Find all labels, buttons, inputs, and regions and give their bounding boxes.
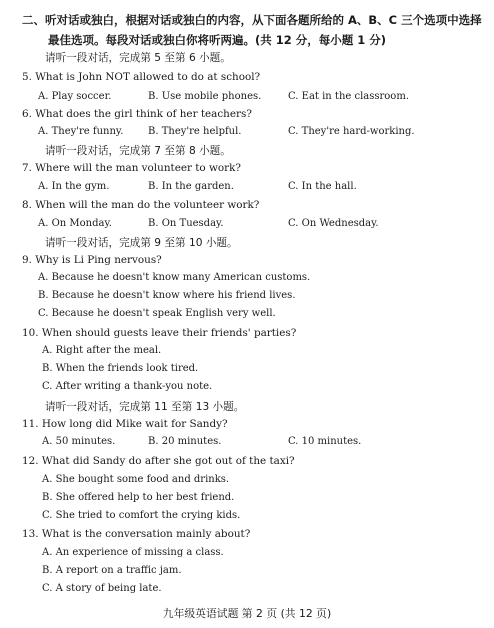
question-stem: 10. When should guests leave their friends' parties? [22, 327, 297, 339]
question-option: C. Because he doesn't speak English very well. [38, 308, 276, 319]
question-stem: 8. When will the man do the volunteer work? [22, 199, 260, 211]
question-option: C. After writing a thank-you note. [42, 381, 213, 392]
question-stem: 12. What did Sandy do after she got out of the taxi? [22, 455, 295, 467]
question-option: A. They're funny. [38, 126, 124, 137]
section-heading-line-1: 二、听对话或独白，根据对话或独白的内容，从下面各题所给的 A、B、C 三个选项中选择 [22, 13, 482, 27]
question-stem: 5. What is John NOT allowed to do at school? [22, 71, 261, 83]
listening-instruction: 请听一段对话，完成第 5 至第 6 小题。 [45, 52, 231, 64]
question-stem: 9. Why is Li Ping nervous? [22, 254, 162, 266]
question-option: B. On Tuesday. [148, 218, 224, 229]
question-stem: 13. What is the conversation mainly about? [22, 528, 251, 540]
question-option: B. Because he doesn't know where his friend lives. [38, 290, 296, 301]
question-option: B. She offered help to her best friend. [42, 492, 235, 503]
question-option: A. Play soccer. [38, 91, 112, 102]
question-stem: 6. What does the girl think of her teachers? [22, 108, 252, 120]
question-option: C. A story of being late. [42, 583, 162, 594]
question-option: A. An experience of missing a class. [42, 547, 224, 558]
section-heading-line-2: 最佳选项。每段对话或独白你将听两遍。(共 12 分，每小题 1 分) [48, 33, 387, 47]
page-footer: 九年级英语试题 第 2 页 (共 12 页) [162, 607, 332, 620]
question-option: C. Eat in the classroom. [288, 91, 409, 102]
listening-instruction: 请听一段对话，完成第 11 至第 13 小题。 [45, 401, 245, 413]
question-option: C. 10 minutes. [288, 436, 362, 447]
question-option: A. On Monday. [38, 218, 112, 229]
question-option: C. They're hard-working. [288, 126, 415, 137]
question-stem: 11. How long did Mike wait for Sandy? [22, 418, 228, 430]
question-option: A. Right after the meal. [42, 345, 162, 356]
question-option: B. Use mobile phones. [148, 91, 262, 102]
question-stem: 7. Where will the man volunteer to work? [22, 162, 241, 174]
question-option: B. They're helpful. [148, 126, 242, 137]
question-option: B. When the friends look tired. [42, 363, 199, 374]
listening-instruction: 请听一段对话，完成第 7 至第 8 小题。 [45, 145, 231, 157]
question-option: C. On Wednesday. [288, 218, 379, 229]
question-option: A. 50 minutes. [42, 436, 116, 447]
question-option: A. She bought some food and drinks. [42, 474, 230, 485]
listening-instruction: 请听一段对话，完成第 9 至第 10 小题。 [45, 237, 238, 249]
question-option: C. She tried to comfort the crying kids. [42, 510, 241, 521]
question-option: B. A report on a traffic jam. [42, 565, 182, 576]
question-option: B. In the garden. [148, 181, 234, 192]
question-option: B. 20 minutes. [148, 436, 222, 447]
question-option: C. In the hall. [288, 181, 357, 192]
question-option: A. Because he doesn't know many American customs. [38, 272, 311, 283]
section-heading [22, 10, 484, 50]
question-option: A. In the gym. [38, 181, 110, 192]
